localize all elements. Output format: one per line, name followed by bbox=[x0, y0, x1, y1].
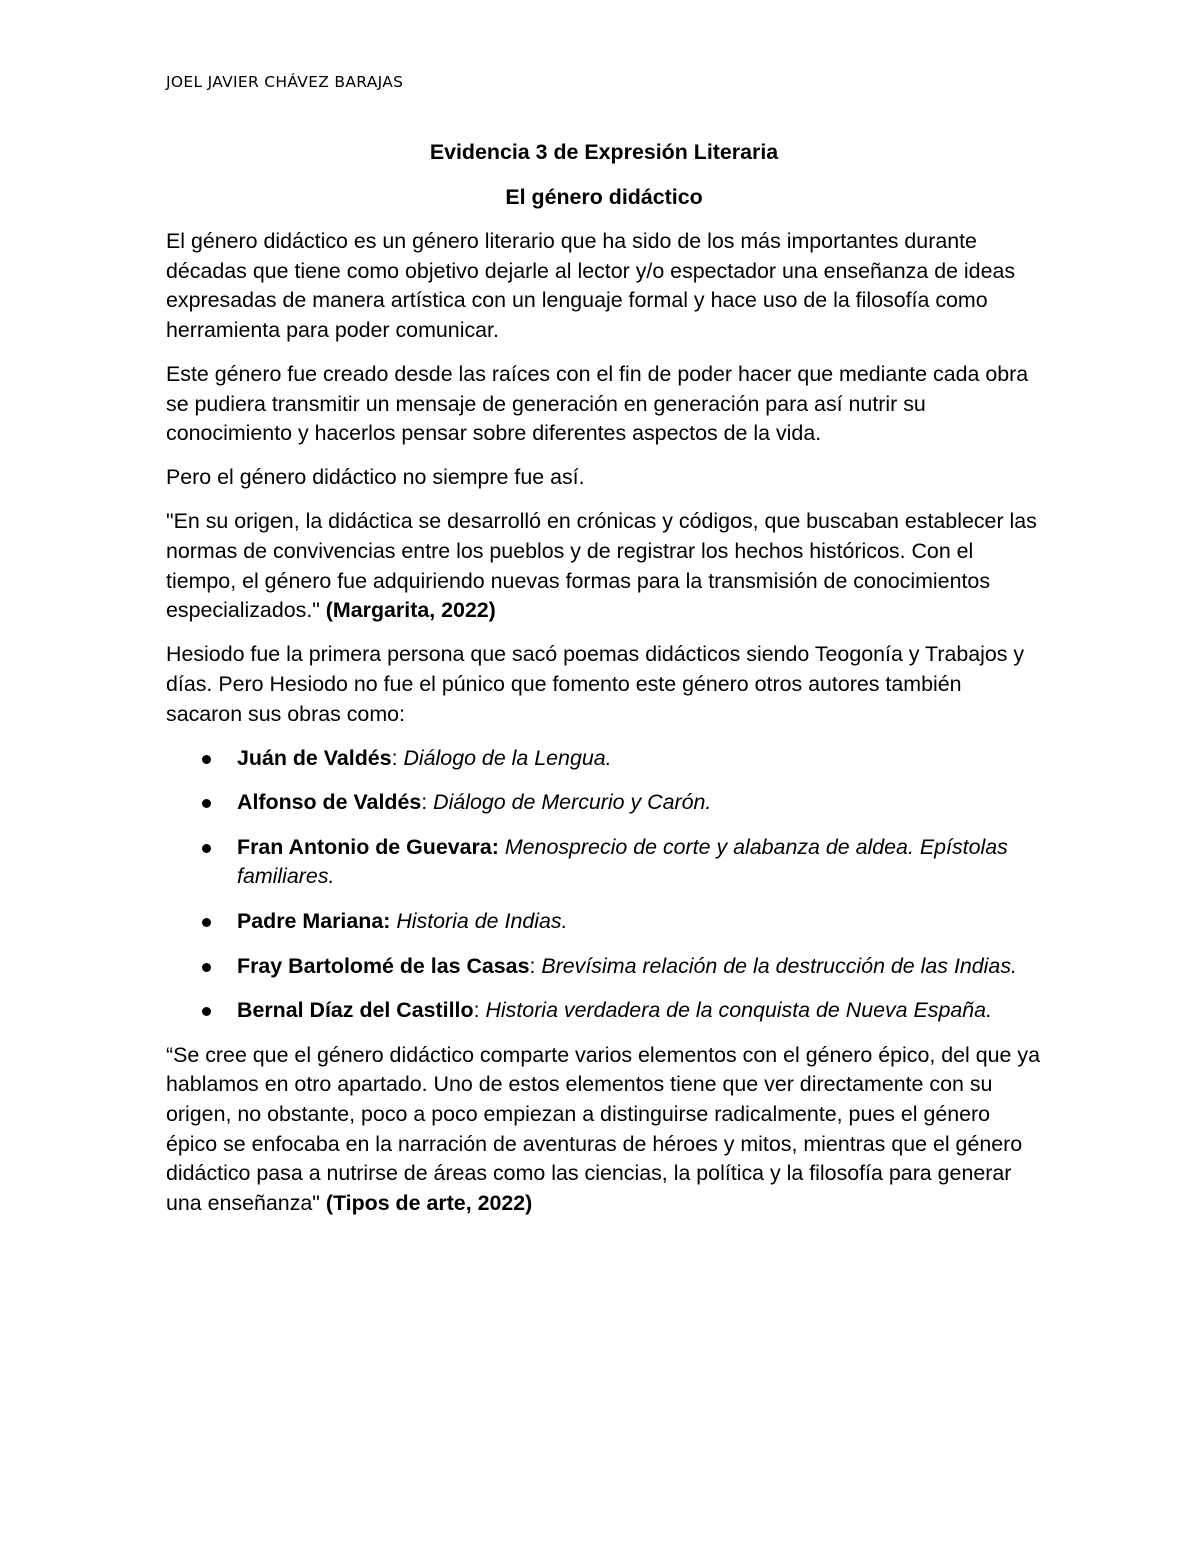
authors-list bbox=[166, 744, 1042, 1026]
document-subtitle: El género didáctico bbox=[505, 184, 703, 209]
author-name: Fran Antonio de Guevara: bbox=[237, 834, 499, 859]
bullet-icon bbox=[202, 918, 211, 927]
list-item bbox=[166, 996, 1042, 1026]
author-separator: : bbox=[421, 790, 434, 815]
header-author-name: JOEL JAVIER CHÁVEZ BARAJAS bbox=[166, 73, 404, 91]
author-name: Fray Bartolomé de las Casas bbox=[237, 953, 530, 978]
author-work: Brevísima relación de la destrucción de las Indias. bbox=[541, 953, 1017, 978]
author-name: Bernal Díaz del Castillo bbox=[237, 998, 474, 1023]
author-separator: : bbox=[529, 953, 542, 978]
author-work: Diálogo de Mercurio y Carón. bbox=[433, 790, 712, 815]
list-item bbox=[166, 788, 1042, 818]
author-name: Juán de Valdés bbox=[237, 745, 392, 770]
list-item bbox=[166, 744, 1042, 774]
quote-tipos-de-arte bbox=[166, 1041, 1042, 1219]
list-item bbox=[166, 907, 1042, 937]
bullet-icon bbox=[202, 799, 211, 808]
quote-margarita-text: "En su origen, la didáctica se desarrolló en crónicas y códigos, que buscaban establecer las normas de convivencias entre los pueblos y de registrar los hechos históricos. Con el tiempo, el género fue adquiriendo nuevas formas para la transmisión de conocimientos especializados." bbox=[166, 509, 1037, 623]
list-item bbox=[166, 952, 1042, 982]
author-separator: : bbox=[473, 998, 486, 1023]
paragraph-hesiodo: Hesiodo fue la primera persona que sacó poemas didácticos siendo Teogonía y Trabajos y días. Pero Hesiodo no fue el púnico que fomento este género otros autores también sacaron sus obras como: bbox=[166, 642, 1025, 726]
quote-tipos-text: “Se cree que el género didáctico comparte varios elementos con el género épico, del que ya hablamos en otro apartado. Uno de estos elementos tiene que ver directamente con su origen, no obstante, poco a poco empiezan a distinguirse radicalmente, pues el género épico se enfocaba en la narración de aventuras de héroes y mitos, mientras que el género didáctico pasa a nutrirse de áreas como las ciencias, la política y la filosofía para generar una enseñanza" bbox=[166, 1042, 1040, 1215]
paragraph-origin: Este género fue creado desde las raíces con el fin de poder hacer que mediante cada obra se pudiera transmitir un mensaje de generación en generación para así nutrir su conocimiento y hacerlos pensar sobre diferentes aspectos de la vida. bbox=[166, 362, 1029, 446]
author-separator: : bbox=[391, 745, 404, 770]
document-body bbox=[166, 138, 1042, 1233]
paragraph-not-always: Pero el género didáctico no siempre fue así. bbox=[166, 465, 585, 490]
author-name: Alfonso de Valdés bbox=[237, 790, 422, 815]
author-work: Diálogo de la Lengua. bbox=[403, 745, 612, 770]
bullet-icon bbox=[202, 963, 211, 972]
document-title: Evidencia 3 de Expresión Literaria bbox=[429, 140, 779, 164]
paragraph-intro: El género didáctico es un género literario que ha sido de los más importantes durante décadas que tiene como objetivo dejarle al lector y/o espectador una enseñanza de ideas expresadas de manera artística con un lenguaje formal y hace uso de la filosofía como herramienta para poder comunicar. bbox=[166, 229, 1016, 342]
quote-tipos-citation: (Tipos de arte, 2022) bbox=[325, 1190, 533, 1215]
bullet-icon bbox=[202, 844, 211, 853]
author-work: Historia de Indias. bbox=[396, 908, 568, 933]
quote-margarita bbox=[166, 507, 1042, 625]
bullet-icon bbox=[202, 1007, 211, 1016]
author-name: Padre Mariana: bbox=[237, 908, 391, 933]
author-work: Historia verdadera de la conquista de Nueva España. bbox=[485, 998, 993, 1023]
quote-margarita-citation: (Margarita, 2022) bbox=[325, 598, 496, 623]
author-work: Menosprecio de corte y alabanza de aldea. Epístolas familiares. bbox=[237, 834, 1008, 889]
bullet-icon bbox=[202, 755, 211, 764]
list-item bbox=[166, 833, 1042, 892]
